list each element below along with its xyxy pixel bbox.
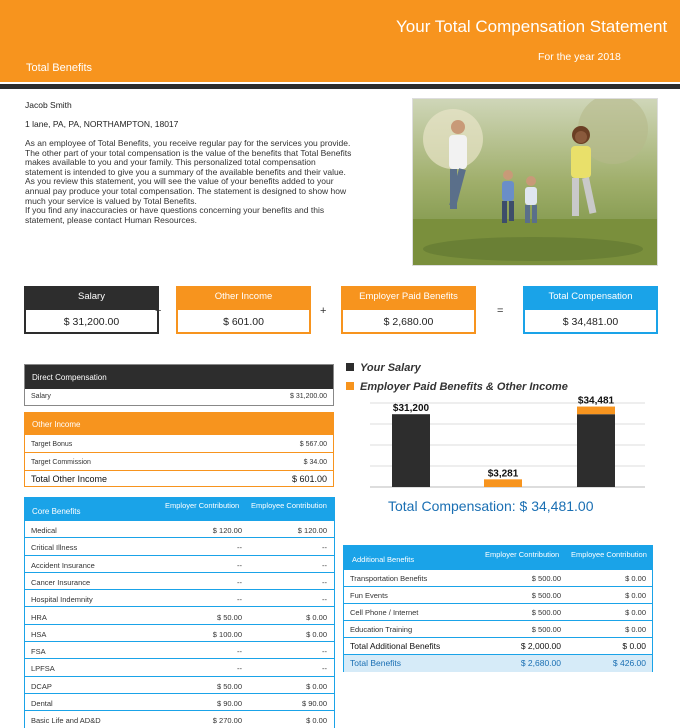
grand-total-row (344, 655, 652, 672)
bar-benefits (577, 407, 615, 415)
row-employer-value: -- (237, 647, 242, 657)
intro-line: The other part of your total compensation is the value of the benefits that Total Benefits (25, 147, 352, 158)
row-label: Medical (31, 526, 57, 535)
row-label: Education Training (350, 625, 413, 634)
equals-operator: = (497, 305, 504, 317)
employer-paid-summary-label: Employer Paid Benefits (341, 286, 476, 308)
table-row (25, 694, 334, 711)
additional-benefits-header (344, 546, 652, 570)
table-row (25, 556, 334, 573)
total-value: $ 601.00 (291, 474, 327, 484)
bar-data-label: $31,200 (392, 403, 430, 415)
row-value: $ 34.00 (303, 459, 327, 466)
row-employer-value: $ 120.00 (212, 526, 242, 535)
row-employee-value: $ 0.00 (625, 591, 646, 600)
row-employee-value: -- (322, 543, 327, 553)
additional-benefits-table (343, 545, 653, 672)
table-row (344, 587, 652, 604)
employer-contribution-header: Employer Contribution (485, 550, 560, 559)
salary-summary-label: Salary (24, 286, 159, 308)
row-label: Accident Insurance (31, 560, 95, 570)
row-value: $ 31,200.00 (290, 393, 327, 400)
row-label: Critical Illness (31, 543, 78, 553)
bar-salary (392, 414, 430, 487)
table-row (344, 604, 652, 621)
row-label: HSA (31, 629, 47, 639)
bar-data-label: $3,281 (487, 468, 519, 480)
row-employer-value: -- (237, 543, 242, 553)
row-employer-value: $ 50.00 (216, 612, 242, 622)
grand-total-employee: $ 426.00 (612, 658, 646, 668)
row-employee-value: $ 0.00 (306, 681, 327, 691)
table-row (25, 538, 334, 555)
row-value: $ 567.00 (299, 441, 327, 448)
row-label: DCAP (31, 681, 52, 691)
row-employee-value: -- (322, 664, 327, 674)
compensation-chart (360, 395, 650, 495)
total-row (344, 638, 652, 655)
row-employee-value: $ 0.00 (306, 629, 327, 639)
row-employer-value: $ 500.00 (531, 625, 561, 634)
row-employee-value: $ 0.00 (306, 612, 327, 622)
total-comp-summary-value: $ 34,481.00 (523, 308, 658, 334)
bar-salary (577, 414, 615, 487)
bar-data-label: $34,481 (577, 395, 615, 407)
legend-swatch-dark (346, 363, 354, 371)
table-row (25, 659, 334, 676)
employee-address: 1 lane, PA, PA, NORTHAMPTON, 18017 (25, 119, 179, 129)
other-income-summary-box (176, 286, 311, 334)
legend-salary-label: Your Salary (360, 362, 421, 374)
plus-operator: + (155, 305, 162, 317)
legend-benefits (346, 381, 568, 393)
employer-contribution-header: Employer Contribution (165, 501, 240, 510)
table-row (25, 521, 334, 538)
family-photo (412, 98, 658, 266)
employee-contribution-header: Employee Contribution (571, 550, 647, 559)
intro-line: If you find any inaccuracies or have questions concerning your benefits and this (25, 205, 325, 216)
total-row (25, 471, 333, 487)
intro-line: statement is intended to give you a summary of the available benefits and their value. (25, 166, 346, 177)
table-row (25, 573, 334, 590)
row-label: Target Commission (31, 459, 91, 466)
row-employer-value: $ 500.00 (531, 608, 561, 617)
statement-title: Your Total Compensation Statement (396, 17, 668, 36)
employee-name: Jacob Smith (25, 100, 72, 110)
employer-paid-summary-value: $ 2,680.00 (341, 308, 476, 334)
legend-benefits-label: Employer Paid Benefits & Other Income (360, 381, 568, 393)
bar-benefits (484, 479, 522, 487)
table-row (25, 711, 334, 728)
total-comp-summary-label: Total Compensation (523, 286, 658, 308)
row-employer-value: $ 90.00 (216, 699, 242, 708)
other-income-summary-value: $ 601.00 (176, 308, 311, 334)
grand-total-label: Total Benefits (350, 658, 402, 668)
grand-total-employer: $ 2,680.00 (520, 658, 561, 668)
table-row (25, 453, 333, 471)
row-employer-value: $ 500.00 (531, 574, 561, 583)
row-label: Transportation Benefits (350, 574, 428, 583)
row-label: Dental (31, 699, 53, 708)
row-label: Target Bonus (31, 441, 73, 448)
direct-comp-title: Direct Compensation (32, 373, 107, 382)
table-row (25, 642, 334, 659)
row-employer-value: -- (237, 577, 242, 587)
intro-line: much your service is valued by Total Benefits. (25, 195, 197, 206)
row-label: Salary (31, 393, 51, 400)
row-label: Basic Life and AD&D (31, 716, 101, 726)
intro-line: makes available to you and your family. This personalized total compensation (25, 157, 316, 168)
legend-salary (346, 362, 421, 374)
core-benefits-title: Core Benefits (32, 507, 81, 516)
row-label: Hospital Indemnity (31, 595, 93, 605)
other-income-summary-label: Other Income (176, 286, 311, 308)
row-employee-value: -- (322, 577, 327, 587)
intro-line: statement, please contact Human Resources. (25, 214, 197, 225)
total-label: Total Additional Benefits (350, 641, 441, 651)
total-employee-value: $ 0.00 (622, 641, 646, 651)
intro-line: As an employee of Total Benefits, you receive regular pay for the services you provide. (25, 138, 351, 148)
table-row (25, 435, 333, 453)
row-employee-value: $ 0.00 (625, 608, 646, 617)
row-employee-value: -- (322, 560, 327, 570)
company-name: Total Benefits (26, 62, 93, 74)
core-benefits-table (24, 497, 335, 728)
plus-operator: + (320, 305, 327, 317)
table-row (25, 389, 333, 406)
salary-summary-value: $ 31,200.00 (24, 308, 159, 334)
intro-line: annual pay produce your total compensation. The statement is designed to show how (25, 185, 347, 196)
table-row (344, 621, 652, 638)
row-employer-value: $ 500.00 (531, 591, 561, 600)
core-benefits-header (25, 497, 334, 521)
total-compensation-text: Total Compensation: $ 34,481.00 (388, 498, 594, 514)
header-divider (0, 84, 680, 89)
row-employer-value: $ 50.00 (216, 681, 242, 691)
row-employee-value: $ 90.00 (301, 699, 327, 708)
row-label: LPFSA (31, 664, 55, 674)
table-row (25, 677, 334, 694)
direct-compensation-table (24, 364, 334, 406)
row-label: HRA (31, 612, 47, 622)
row-employee-value: -- (322, 595, 327, 605)
employee-contribution-header: Employee Contribution (251, 501, 327, 510)
table-row (25, 625, 334, 642)
row-employee-value: $ 0.00 (306, 716, 327, 726)
row-label: Cell Phone / Internet (350, 608, 419, 617)
row-label: Fun Events (350, 591, 388, 600)
table-row (344, 570, 652, 587)
direct-comp-header (25, 365, 333, 389)
row-employer-value: $ 270.00 (212, 716, 242, 726)
other-income-header (25, 413, 333, 435)
row-employee-value: $ 0.00 (625, 574, 646, 583)
intro-text (25, 139, 385, 225)
row-employee-value: -- (322, 647, 327, 657)
row-employer-value: -- (237, 595, 242, 605)
table-row (25, 590, 334, 607)
total-employer-value: $ 2,000.00 (520, 641, 561, 651)
row-employee-value: $ 120.00 (297, 526, 327, 535)
employer-paid-summary-box (341, 286, 476, 334)
legend-swatch-orange (346, 382, 354, 390)
intro-line: As you review this statement, you will see the value of your benefits added to your (25, 176, 334, 187)
salary-summary-box (24, 286, 162, 334)
total-comp-summary-box (523, 286, 658, 334)
statement-year: For the year 2018 (538, 51, 621, 63)
table-row (25, 608, 334, 625)
other-income-title: Other Income (32, 420, 81, 429)
header-banner (0, 0, 680, 82)
row-label: FSA (31, 647, 46, 657)
additional-benefits-title: Additional Benefits (352, 555, 415, 564)
row-label: Cancer Insurance (31, 577, 91, 587)
row-employer-value: $ 100.00 (212, 629, 242, 639)
row-employer-value: -- (237, 664, 242, 674)
total-label: Total Other Income (31, 474, 108, 484)
row-employer-value: -- (237, 560, 242, 570)
row-employee-value: $ 0.00 (625, 625, 646, 634)
other-income-table (24, 412, 334, 487)
